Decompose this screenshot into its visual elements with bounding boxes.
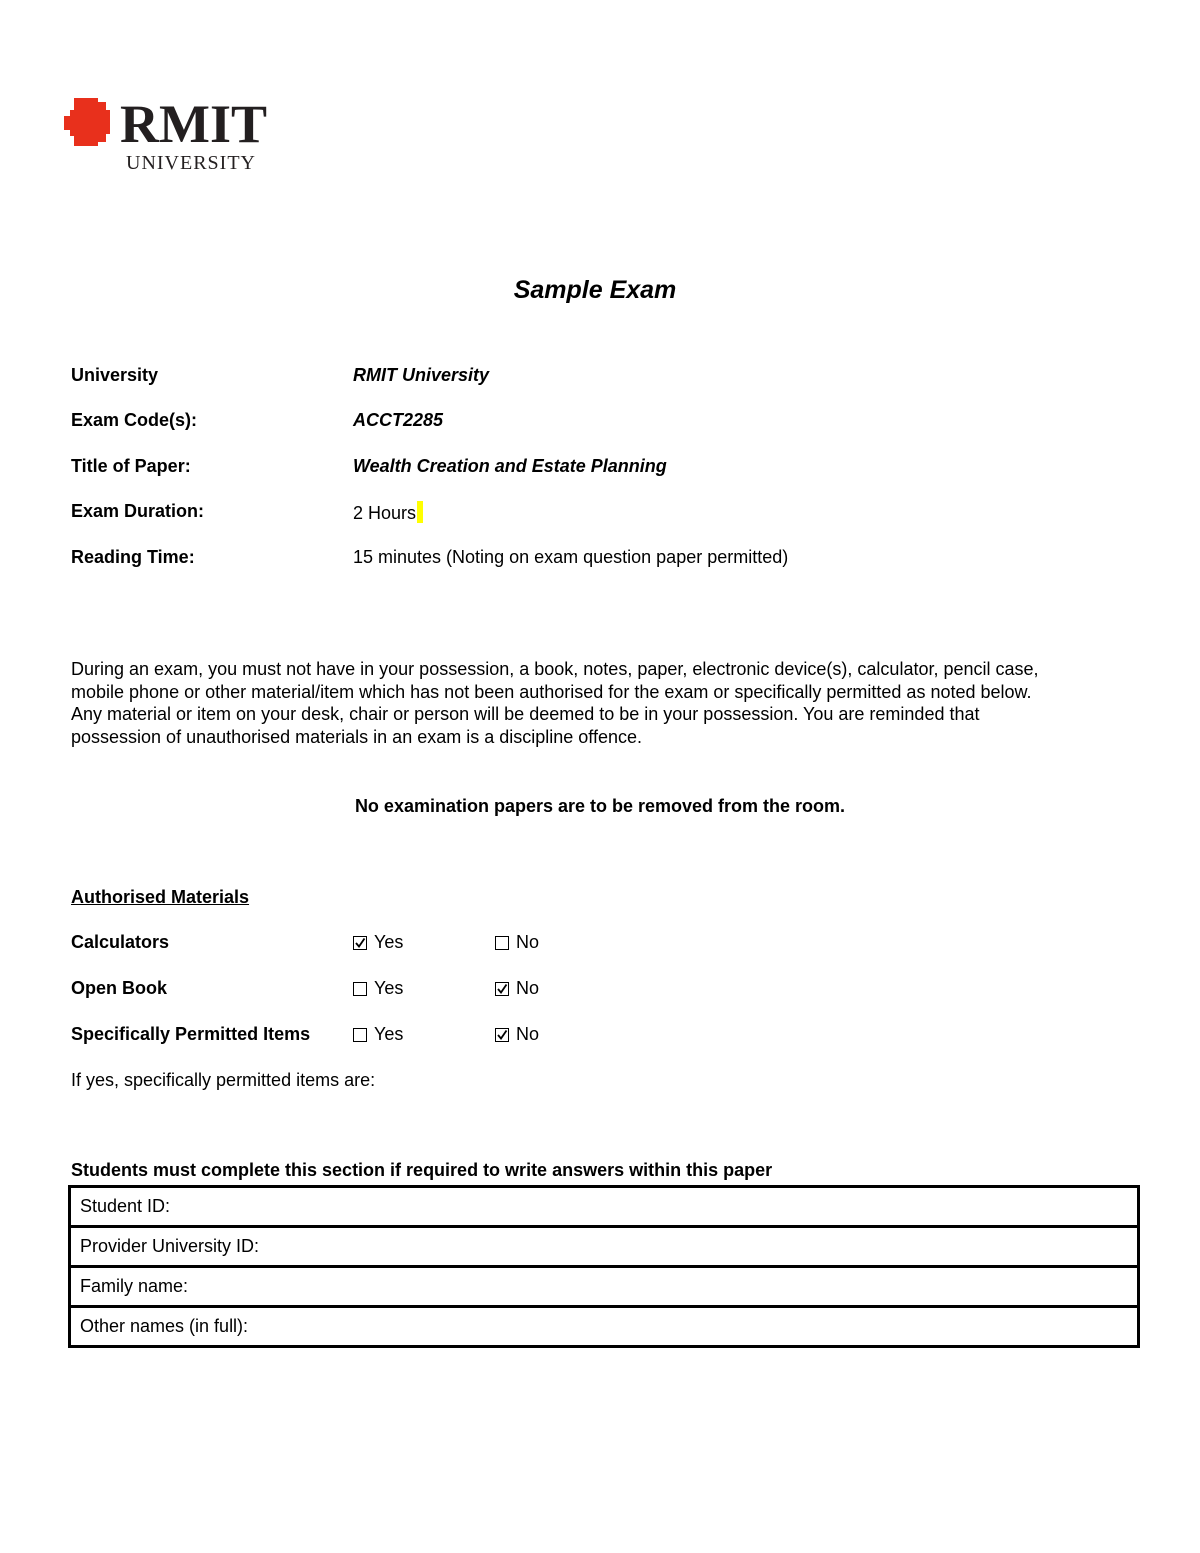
detail-value-exam-duration-row: [353, 501, 423, 524]
removal-notice: No examination papers are to be removed from the room.: [354, 796, 846, 816]
provider-university-id-field[interactable]: Provider University ID:: [71, 1228, 1137, 1268]
open-book-yes-option[interactable]: [353, 978, 403, 999]
option-label-yes: Yes: [374, 978, 404, 998]
detail-value-title-of-paper: Wealth Creation and Estate Planning: [353, 456, 667, 476]
notice-line: During an exam, you must not have in your possession, a book, notes, paper, electronic device(s), calculator, pencil case,: [71, 659, 1039, 679]
option-label-no: No: [516, 978, 540, 998]
authorised-materials-heading: Authorised Materials: [71, 887, 250, 907]
detail-label-exam-code: Exam Code(s):: [71, 410, 198, 430]
checkbox-unchecked[interactable]: [353, 1028, 367, 1042]
option-label-no: No: [516, 932, 540, 952]
page-title: Sample Exam: [513, 276, 677, 304]
calculators-yes-option[interactable]: [353, 932, 403, 953]
student-id-field[interactable]: Student ID:: [71, 1188, 1137, 1228]
student-section-heading: Students must complete this section if required to write answers within this paper: [71, 1160, 773, 1180]
checkbox-checked[interactable]: [495, 1028, 509, 1042]
notice-line: mobile phone or other material/item which has not been authorised for the exam or specifically permitted as noted below.: [71, 681, 1032, 702]
rmit-logo-graphic: [62, 96, 282, 176]
checkbox-checked[interactable]: [353, 936, 367, 950]
family-name-field[interactable]: Family name:: [71, 1268, 1137, 1308]
detail-value-exam-code: ACCT2285: [353, 410, 444, 430]
checkbox-checked[interactable]: [495, 982, 509, 996]
other-names-field[interactable]: Other names (in full):: [80, 1316, 249, 1336]
open-book-no-option[interactable]: [495, 978, 539, 999]
detail-label-title-of-paper: Title of Paper:: [71, 456, 191, 476]
checkmark-icon: [496, 1029, 508, 1041]
material-label-calculators: Calculators: [71, 932, 170, 952]
checkmark-icon: [354, 937, 366, 949]
calculators-no-option[interactable]: [495, 932, 539, 953]
notice-line: Any material or item on your desk, chair or person will be deemed to be in your possession. You are reminded that: [71, 704, 980, 725]
student-details-table: [68, 1185, 1140, 1348]
detail-label-reading-time: Reading Time:: [71, 547, 195, 567]
option-label-yes: Yes: [374, 1024, 404, 1044]
possession-notice: [71, 658, 1141, 748]
notice-line: possession of unauthorised materials in an exam is a discipline offence.: [71, 726, 642, 747]
checkbox-unchecked[interactable]: [495, 936, 509, 950]
detail-label-university: University: [71, 365, 159, 385]
permitted-items-yes-option[interactable]: [353, 1024, 403, 1045]
option-label-no: No: [516, 1024, 540, 1044]
logo-subtext: UNIVERSITY: [126, 152, 256, 174]
highlight-mark: [417, 501, 423, 523]
logo-wordmark: RMIT: [120, 96, 267, 154]
detail-value-exam-duration: 2 Hours: [353, 503, 417, 523]
detail-value-university: RMIT University: [353, 365, 490, 385]
pixel-circle-icon: [64, 98, 110, 146]
detail-label-exam-duration: Exam Duration:: [71, 501, 205, 521]
permitted-items-note: If yes, specifically permitted items are:: [71, 1070, 376, 1090]
checkbox-unchecked[interactable]: [353, 982, 367, 996]
detail-value-reading-time: 15 minutes (Noting on exam question paper permitted): [353, 547, 789, 567]
material-label-permitted-items: Specifically Permitted Items: [71, 1024, 311, 1044]
material-label-open-book: Open Book: [71, 978, 168, 998]
permitted-items-no-option[interactable]: [495, 1024, 539, 1045]
option-label-yes: Yes: [374, 932, 404, 952]
rmit-logo: [62, 96, 282, 176]
checkmark-icon: [496, 983, 508, 995]
